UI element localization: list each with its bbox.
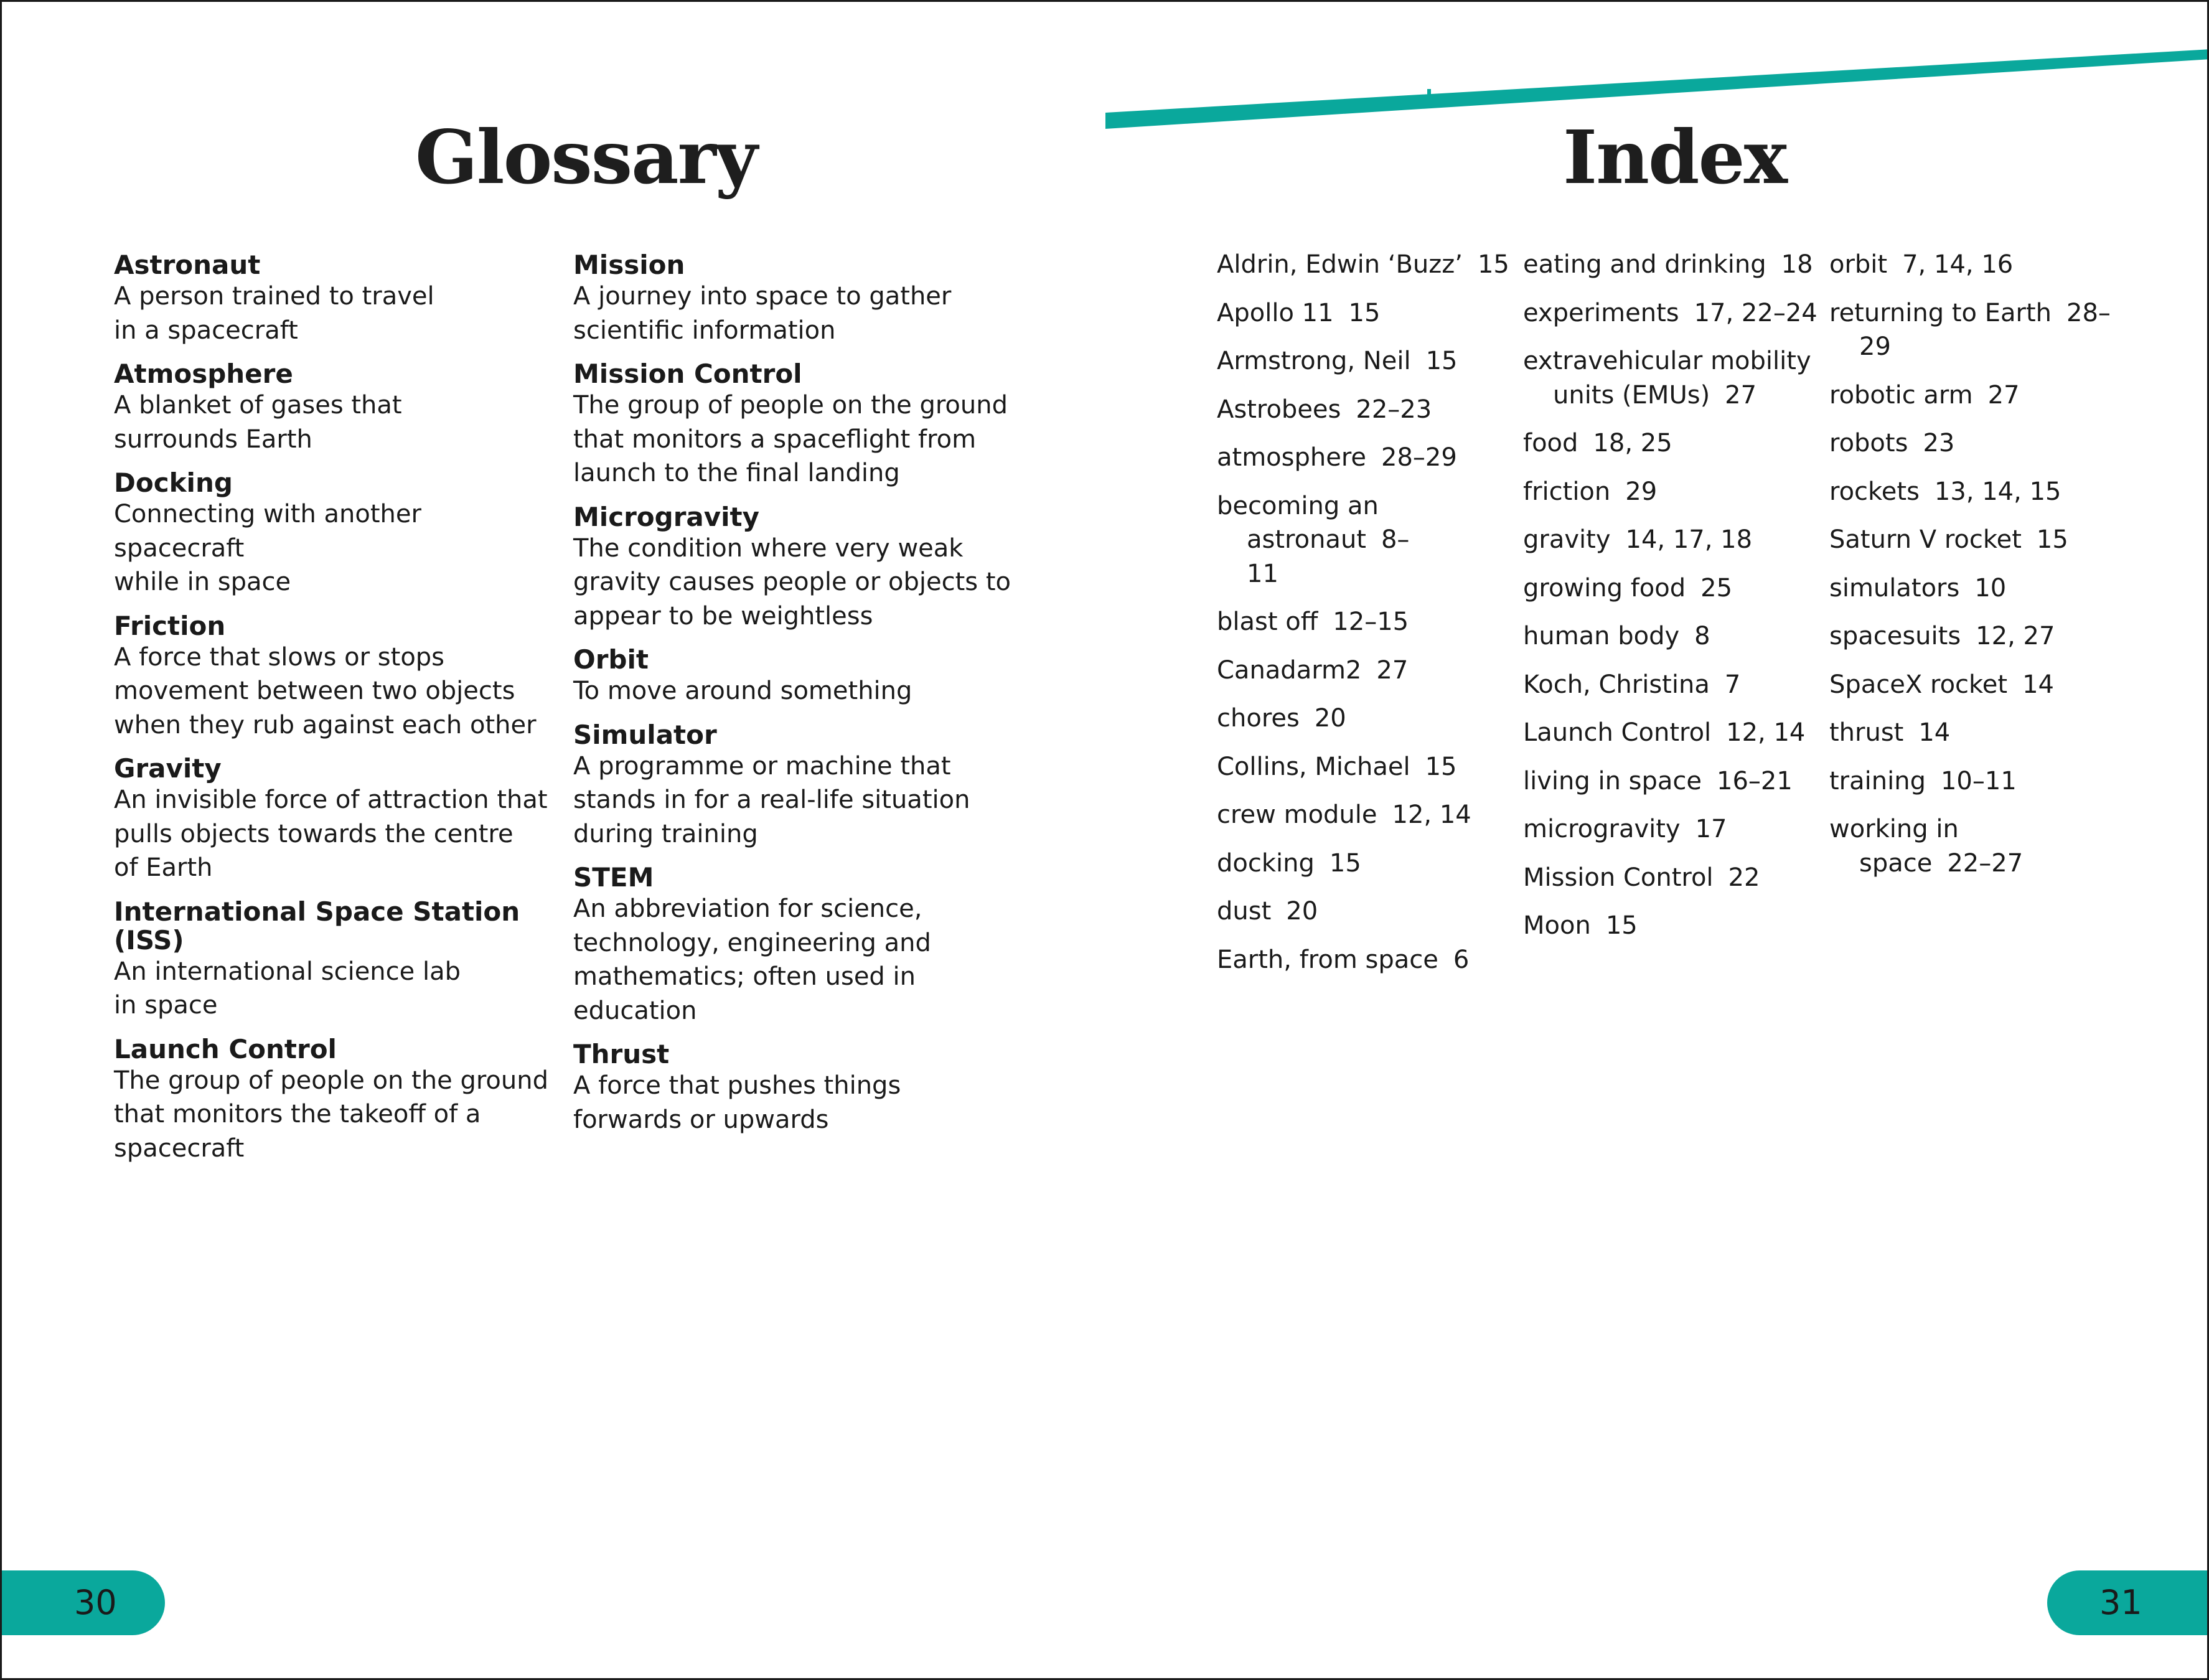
glossary-definition: A journey into space to gather scientific information [573, 282, 952, 345]
index-entry [1829, 296, 2133, 364]
index-pages: 15 [1477, 250, 1509, 279]
index-term: simulators [1829, 573, 1960, 603]
index-entry [1523, 716, 1827, 750]
index-entry [1829, 668, 2133, 702]
glossary-definition: The condition where very weak gravity causes people or objects to appear to be weightless [573, 533, 1011, 631]
page-number-tab-left [2, 1570, 165, 1635]
index-pages: 28–29 [1381, 443, 1457, 472]
index-pages: 12, 14 [1392, 800, 1471, 829]
glossary-definition: The group of people on the ground that monitors the takeoff of a spacecraft [114, 1066, 548, 1163]
index-term: rockets [1829, 477, 1920, 506]
index-pages: 27 [1376, 655, 1409, 685]
glossary-term: Gravity [114, 753, 222, 784]
glossary-definition: The group of people on the ground that monitors a spaceflight from launch to the final landing [573, 391, 1008, 487]
index-term: returning to Earth [1829, 298, 2052, 327]
glossary-term: STEM [573, 862, 654, 893]
glossary-entry [573, 645, 1021, 708]
index-pages: 28–29 [1859, 298, 2111, 361]
index-entry [1523, 909, 1827, 943]
index-pages: 12, 27 [1976, 622, 2055, 650]
index-column-2 [1523, 248, 1834, 957]
index-term: Koch, Christina [1523, 670, 1710, 699]
index-pages: 8 [1694, 622, 1710, 650]
glossary-entry [573, 360, 1021, 490]
index-entry [1829, 475, 2133, 509]
index-term: blast off [1217, 608, 1318, 636]
index-term: Aldrin, Edwin ‘Buzz’ [1217, 250, 1463, 279]
index-term: friction [1523, 477, 1611, 506]
index-term: thrust [1829, 718, 1904, 747]
index-entry [1829, 523, 2133, 557]
index-term: spacesuits [1829, 622, 1961, 650]
glossary-definition: A force that pushes things forwards or upwards [573, 1071, 901, 1134]
glossary-term: Docking [114, 467, 233, 498]
index-entry [1829, 426, 2133, 461]
index-entry [1829, 716, 2133, 750]
glossary-term: Orbit [573, 644, 649, 675]
index-pages: 10 [1974, 573, 2007, 603]
glossary-term: Simulator [573, 719, 717, 750]
index-pages: 17 [1695, 815, 1727, 843]
index-pages: 7 [1724, 670, 1741, 699]
glossary-term: Thrust [573, 1039, 670, 1069]
index-pages: 8–11 [1247, 525, 1410, 588]
index-entry [1523, 812, 1827, 847]
index-entry [1829, 571, 2133, 606]
glossary-entry [573, 1040, 1021, 1137]
index-pages: 17, 22–24 [1694, 298, 1817, 327]
index-term: living in space [1523, 766, 1702, 795]
index-term: training [1829, 766, 1926, 795]
index-pages: 12, 14 [1726, 718, 1806, 747]
index-pages: 10–11 [1940, 766, 2017, 795]
index-pages: 20 [1286, 897, 1318, 926]
glossary-definition: A programme or machine that stands in for a real-life situation during training [573, 751, 970, 848]
page-number-tab-right [2047, 1570, 2209, 1635]
glossary-entry [573, 503, 1021, 634]
index-term: Armstrong, Neil [1217, 347, 1411, 375]
index-term: atmosphere [1217, 443, 1366, 472]
index-entry [1523, 571, 1827, 606]
glossary-definition: A force that slows or stops movement between two objects when they rub against each other [114, 642, 537, 739]
index-term: growing food [1523, 573, 1686, 603]
index-column-1 [1217, 248, 1509, 991]
index-entry [1217, 894, 1521, 929]
glossary-term: International Space Station (ISS) [114, 896, 520, 955]
index-term: experiments [1523, 298, 1679, 327]
index-entry [1523, 475, 1827, 509]
glossary-entry [114, 360, 550, 456]
index-pages: 18, 25 [1593, 429, 1672, 458]
index-entry [1523, 764, 1827, 799]
index-title: Index [1563, 114, 1786, 200]
index-pages: 22 [1728, 863, 1760, 892]
index-term: robotic arm [1829, 380, 1973, 410]
index-entry [1217, 798, 1521, 832]
glossary-term: Launch Control [114, 1033, 337, 1064]
index-entry [1523, 426, 1827, 461]
index-term: gravity [1523, 525, 1611, 554]
glossary-entry [573, 251, 1021, 347]
index-pages: 15 [2036, 525, 2068, 554]
index-term: becoming an astronaut [1217, 491, 1379, 554]
glossary-entry [114, 754, 550, 885]
index-pages: 22–27 [1947, 848, 2024, 878]
index-term: robots [1829, 429, 1908, 458]
index-term: Apollo 11 [1217, 298, 1334, 327]
index-term: human body [1523, 622, 1680, 650]
index-pages: 15 [1348, 298, 1381, 327]
index-pages: 18 [1781, 250, 1813, 279]
index-pages: 20 [1314, 704, 1346, 733]
index-entry [1217, 702, 1521, 736]
index-entry [1217, 847, 1521, 881]
glossary-definition: An invisible force of attraction that pulls objects towards the centre of Earth [114, 786, 548, 882]
index-entry [1217, 750, 1521, 784]
index-pages: 13, 14, 15 [1934, 477, 2061, 506]
index-pages: 27 [1725, 380, 1757, 410]
index-term: Saturn V rocket [1829, 525, 2022, 554]
accent-stripe-notch [1427, 89, 1431, 100]
index-pages: 25 [1700, 573, 1733, 603]
glossary-term: Mission Control [573, 359, 802, 389]
glossary-entry [573, 721, 1021, 852]
index-entry [1523, 344, 1827, 412]
glossary-definition: Connecting with another spacecraft while in space [114, 500, 421, 596]
index-term: chores [1217, 704, 1300, 733]
glossary-term: Atmosphere [114, 359, 293, 389]
index-entry [1523, 861, 1827, 895]
index-entry [1523, 248, 1827, 282]
accent-stripe [2, 2, 2209, 139]
index-term: Canadarm2 [1217, 655, 1362, 685]
glossary-term: Friction [114, 610, 226, 641]
glossary-definition: An international science lab in space [114, 957, 461, 1020]
index-column-3 [1829, 248, 2128, 894]
index-pages: 15 [1605, 911, 1638, 940]
index-term: SpaceX rocket [1829, 670, 2008, 699]
index-entry [1217, 344, 1521, 378]
index-term: eating and drinking [1523, 250, 1766, 279]
index-entry [1829, 248, 2133, 282]
index-entry [1217, 489, 1433, 591]
page-number-left: 30 [74, 1583, 117, 1622]
index-term: extravehicular mobility units (EMUs) [1523, 347, 1811, 410]
index-term: microgravity [1523, 815, 1681, 843]
glossary-definition: A blanket of gases that surrounds Earth [114, 391, 402, 454]
glossary-entry [114, 898, 550, 1023]
index-entry [1523, 523, 1827, 557]
index-entry [1829, 812, 2083, 880]
index-term: Moon [1523, 911, 1591, 940]
index-entry [1523, 668, 1827, 702]
glossary-entry [114, 251, 550, 347]
index-entry [1523, 619, 1827, 654]
index-term: Astrobees [1217, 395, 1341, 424]
index-pages: 14 [1918, 718, 1951, 747]
index-entry [1217, 943, 1521, 977]
glossary-entry [114, 1035, 550, 1166]
index-entry [1217, 248, 1521, 282]
index-pages: 14 [2022, 670, 2054, 699]
glossary-entry [573, 863, 1021, 1028]
index-term: Launch Control [1523, 718, 1712, 747]
index-entry [1217, 296, 1521, 331]
index-term: docking [1217, 848, 1315, 878]
index-entry [1217, 393, 1521, 427]
index-pages: 22–23 [1356, 395, 1432, 424]
index-term: Collins, Michael [1217, 752, 1410, 781]
index-term: working in space [1829, 815, 1959, 878]
glossary-entry [114, 469, 550, 599]
index-pages: 27 [1987, 380, 2020, 410]
glossary-title: Glossary [415, 114, 757, 200]
index-entry [1829, 619, 2133, 654]
glossary-column-right [573, 251, 1021, 1149]
index-term: Earth, from space [1217, 945, 1438, 974]
index-entry [1829, 764, 2133, 799]
index-entry [1217, 605, 1521, 639]
index-term: food [1523, 429, 1578, 458]
index-pages: 29 [1625, 477, 1658, 506]
index-pages: 15 [1425, 752, 1457, 781]
index-entry [1523, 296, 1827, 331]
glossary-term: Microgravity [573, 501, 760, 532]
index-term: crew module [1217, 800, 1377, 829]
index-entry [1217, 654, 1521, 688]
index-pages: 14, 17, 18 [1625, 525, 1753, 554]
glossary-entry [114, 612, 550, 743]
index-entry [1217, 441, 1521, 475]
glossary-definition: To move around something [573, 677, 912, 705]
index-term: dust [1217, 897, 1272, 926]
index-pages: 7, 14, 16 [1902, 250, 2014, 279]
index-pages: 23 [1923, 429, 1955, 458]
index-pages: 12–15 [1333, 608, 1409, 636]
index-pages: 15 [1425, 347, 1458, 375]
index-entry [1829, 378, 2133, 413]
index-term: Mission Control [1523, 863, 1714, 892]
glossary-definition: A person trained to travel in a spacecraft [114, 282, 434, 345]
glossary-column-left [114, 251, 550, 1178]
index-pages: 6 [1453, 945, 1470, 974]
index-pages: 16–21 [1717, 766, 1793, 795]
page-number-right: 31 [2099, 1583, 2142, 1622]
glossary-term: Astronaut [114, 250, 261, 280]
index-term: orbit [1829, 250, 1888, 279]
index-pages: 15 [1329, 848, 1361, 878]
glossary-definition: An abbreviation for science, technology, engineering and mathematics; often used in education [573, 894, 931, 1025]
glossary-term: Mission [573, 250, 685, 280]
